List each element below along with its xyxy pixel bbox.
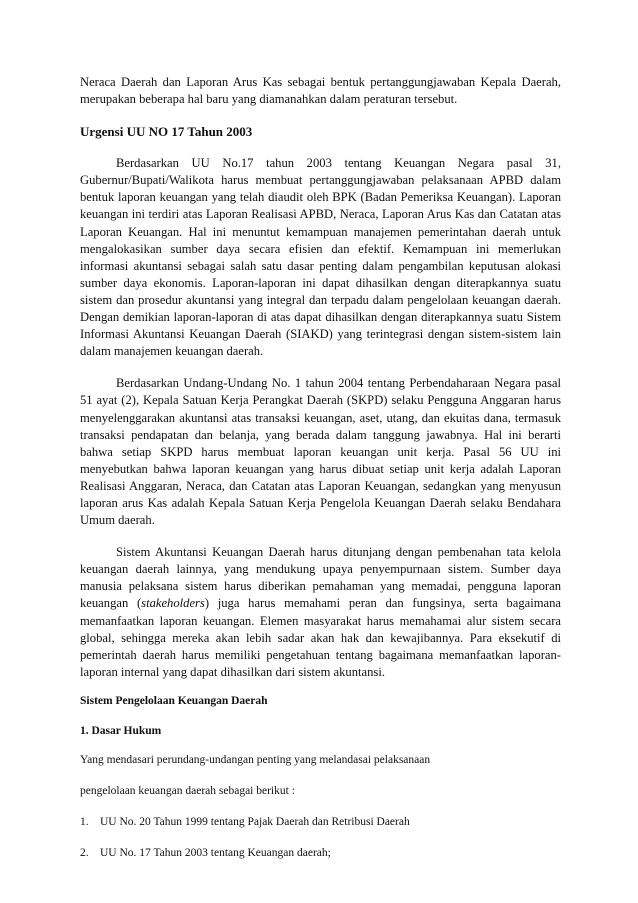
- document-body: [80, 74, 561, 861]
- list-item-number: 1.: [80, 815, 89, 828]
- subheading-dasar-hukum: 1. Dasar Hukum: [80, 724, 162, 737]
- list-item: [80, 815, 561, 830]
- list-item: [80, 846, 561, 861]
- dasar-hukum-line-2: pengelolaan keuangan daerah sebagai berikut :: [80, 784, 295, 797]
- paragraph-text-after: ) juga harus memahami peran dan fungsinya, serta bagaimana memanfaatkan laporan keuangan. Elemen masyarakat harus memahamai alur sistem secara global, sehingga mereka akan lebih sadar akan hak dan kewajibannya. Para eksekutif di pemerintah daerah harus memiliki pengetahuan tentang bagaimana memanfaatkan laporan-laporan internal yang dapat dihasilkan dari sistem akuntansi.: [80, 596, 561, 679]
- intro-paragraph: Neraca Daerah dan Laporan Arus Kas sebagai bentuk pertanggungjawaban Kepala Daerah, merupakan beberapa hal baru yang diamanahkan dalam peraturan tersebut.: [80, 75, 561, 107]
- list-item-text: UU No. 20 Tahun 1999 tentang Pajak Daerah dan Retribusi Daerah: [100, 815, 410, 828]
- paragraph-text-before: Sistem Akuntansi Keuangan Daerah harus ditunjang dengan pembenahan tata kelola keuangan daerah lainnya, yang mendukung upaya penyempurnaan sistem. Sumber daya manusia pelaksana sistem harus diberikan pemahaman yang memadai, pengguna laporan keuangan (: [80, 545, 561, 611]
- paragraph-sistem-akuntansi: [80, 544, 561, 681]
- list-item-text: UU No. 17 Tahun 2003 tentang Keuangan daerah;: [100, 846, 331, 859]
- list-item-number: 2.: [80, 846, 89, 859]
- stakeholders-term: stakeholders: [141, 596, 205, 611]
- dasar-hukum-line-1: Yang mendasari perundang-undangan penting yang melandasai pelaksanaan: [80, 753, 431, 766]
- paragraph-uu-17: Berdasarkan UU No.17 tahun 2003 tentang Keuangan Negara pasal 31, Gubernur/Bupati/Walikota harus membuat pertanggungjawaban pelaksanaan APBD dalam bentuk laporan keuangan yang telah diaudit oleh BPK (Badan Pemeriksa Keuangan). Laporan keuangan ini terdiri atas Laporan Realisasi APBD, Neraca, Laporan Arus Kas dan Catatan atas Laporan Keuangan. Hal ini menuntut kemampuan manajemen pemerintahan daerah untuk mengalokasikan sumber daya secara efisien dan efektif. Kemampuan ini memerlukan informasi akuntansi sebagai salah satu dasar penting dalam pengambilan keputusan alokasi sumber daya ekonomis. Laporan-laporan ini dapat dihasilkan dengan diterapkannya suatu sistem dan prosedur akuntansi yang integral dan terpadu dalam pengelolaan keuangan daerah. Dengan demikian laporan-laporan di atas dapat dihasilkan dengan diterapkannya suatu Sistem Informasi Akuntansi Keuangan Daerah (SIAKD) yang terintegrasi dengan sistem-sistem lain dalam manajemen keuangan daerah.: [80, 156, 561, 359]
- heading-sistem-pengelolaan: Sistem Pengelolaan Keuangan Daerah: [80, 694, 268, 707]
- heading-urgensi: Urgensi UU NO 17 Tahun 2003: [80, 124, 253, 140]
- paragraph-uu-1-2004: Berdasarkan Undang-Undang No. 1 tahun 2004 tentang Perbendaharaan Negara pasal 51 ayat (2), Kepala Satuan Kerja Perangkat Daerah (SKPD) selaku Pengguna Anggaran harus menyelenggarakan akuntansi atas transaksi keuangan, aset, utang, dan ekuitas dana, termasuk transaksi pendapatan dan belanja, yang berada dalam tanggung jawabnya. Hal ini berarti bahwa setiap SKPD harus membuat laporan keuangan unit kerja. Pasal 56 UU ini menyebutkan bahwa laporan keuangan yang harus dibuat setiap unit kerja adalah Laporan Realisasi Anggaran, Neraca, dan Catatan atas Laporan Keuangan, sedangkan yang menyusun laporan arus Kas adalah Kepala Satuan Kerja Pengelola Keuangan Daerah selaku Bendahara Umum daerah.: [80, 376, 561, 528]
